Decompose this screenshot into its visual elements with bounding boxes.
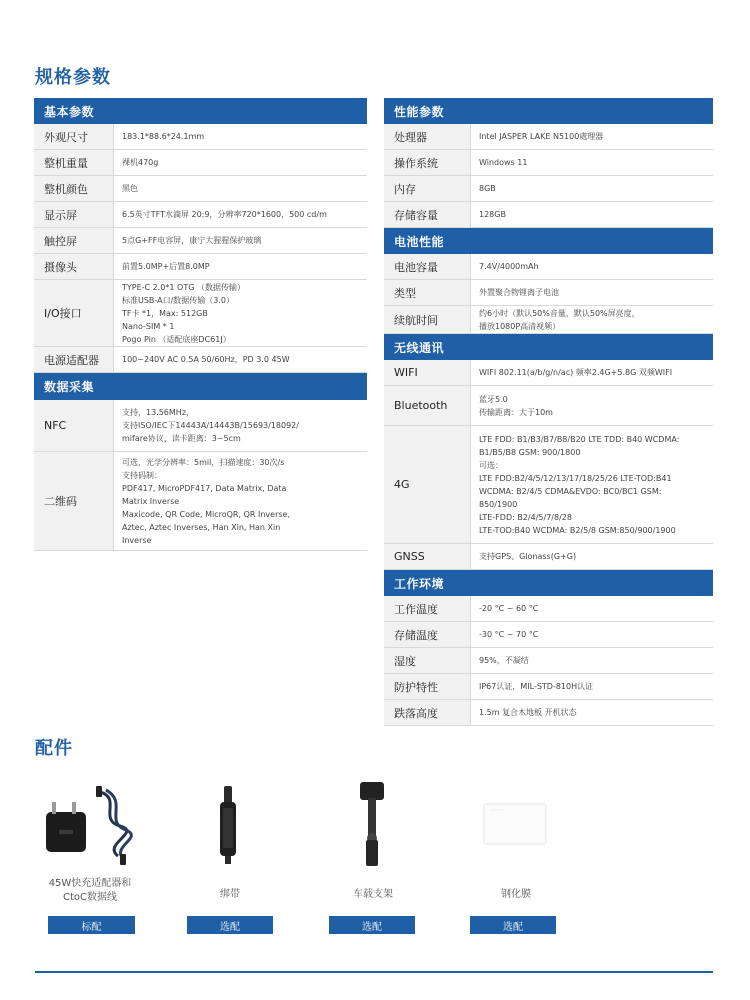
spec-label: Bluetooth (384, 386, 471, 425)
spec-value (471, 280, 713, 305)
spec-value-line: WIFI 802.11(a/b/g/n/ac) 频率2.4G+5.8G 双频WIFI (479, 368, 673, 377)
spec-row (384, 674, 713, 700)
spec-value-line: 95%，不凝结 (479, 656, 529, 665)
spec-value-line: 前置5.0MP+后置8.0MP (122, 262, 210, 271)
spec-value-line: 1.5m 复合木地板 开机状态 (479, 708, 577, 717)
spec-label: 二维码 (34, 452, 114, 550)
spec-value-line: LTE-TOD:B40 WCDMA: B2/5/8 GSM:850/900/1900 (479, 525, 676, 535)
spec-value (471, 254, 713, 279)
spec-row (34, 452, 367, 551)
spec-value-line: 黑色 (122, 184, 138, 193)
spec-value (471, 176, 713, 201)
spec-label: I/O接口 (34, 280, 114, 346)
spec-row (384, 700, 713, 726)
spec-row (384, 386, 713, 426)
section-header: 工作环境 (384, 570, 713, 596)
spec-value (471, 150, 713, 175)
spec-value (114, 228, 367, 253)
spec-value-line: Inverse (122, 535, 152, 545)
accessory-name: 钢化膜 (501, 889, 531, 900)
spec-value-line: Matrix Inverse (122, 496, 180, 506)
accessories-list (0, 780, 750, 940)
spec-value-line: B1/B5/B8 GSM: 900/1800 (479, 447, 581, 457)
spec-column-left (34, 98, 367, 551)
spec-label: 整机颜色 (34, 176, 114, 201)
spec-row (34, 124, 367, 150)
spec-value (114, 124, 367, 149)
spec-value-line: 8GB (479, 184, 496, 193)
spec-value-line: Pogo Pin （适配底座DC61J） (122, 334, 231, 344)
spec-value (114, 347, 367, 372)
spec-label: 外观尺寸 (34, 124, 114, 149)
spec-row (384, 426, 713, 544)
spec-value (114, 150, 367, 175)
spec-value-line: 5点G+FF电容屏，康宁大猩猩保护玻璃 (122, 236, 262, 245)
spec-value-line: WCDMA: B2/4/5 CDMA&EVDO: BC0/BC1 GSM: (479, 486, 662, 496)
car-mount-icon (312, 780, 432, 870)
spec-row (384, 124, 713, 150)
spec-value-line: 支持GPS、Glonass(G+G) (479, 552, 577, 561)
spec-label: 触控屏 (34, 228, 114, 253)
spec-value (471, 306, 713, 333)
spec-label: 电源适配器 (34, 347, 114, 372)
spec-value-line: Maxicode, QR Code, MicroQR, QR Inverse, (122, 509, 290, 519)
spec-value-line: 6.5英寸TFT水滴屏 20:9，分辨率720*1600，500 cd/m (122, 210, 327, 219)
spec-value (471, 544, 713, 569)
spec-row (34, 400, 367, 452)
page-title: 规格参数 (35, 67, 111, 88)
spec-value (114, 176, 367, 201)
spec-label: 类型 (384, 280, 471, 305)
spec-label: 续航时间 (384, 306, 471, 333)
spec-value-line: TF卡 *1，Max: 512GB (122, 308, 208, 318)
spec-value-line: 裸机470g (122, 158, 159, 167)
section-header: 数据采集 (34, 373, 367, 400)
spec-value-line: -20 °C ~ 60 °C (479, 604, 539, 613)
spec-value-line: 可选： (479, 460, 503, 470)
spec-label: 工作温度 (384, 596, 471, 621)
spec-label: GNSS (384, 544, 471, 569)
optional-badge: 选配 (187, 916, 273, 934)
spec-value-line: 外置聚合物锂离子电池 (479, 288, 559, 297)
spec-value (471, 386, 713, 425)
spec-value-line: 支持ISO/IEC下14443A/14443B/15693/18092/ (122, 421, 299, 430)
spec-value (471, 596, 713, 621)
spec-value-line: 标准USB-A口/数据传输（3.0） (122, 295, 235, 305)
spec-value-line: 128GB (479, 210, 506, 219)
screen-protector-icon (454, 780, 574, 870)
spec-row (34, 150, 367, 176)
spec-value-line: 支持码制： (122, 470, 162, 480)
bottom-divider (35, 971, 713, 973)
spec-row (34, 202, 367, 228)
spec-row (384, 596, 713, 622)
spec-value-line: 支持，13.56MHz， (122, 408, 195, 417)
spec-row (384, 622, 713, 648)
spec-label: 存储温度 (384, 622, 471, 647)
spec-row (34, 347, 367, 373)
spec-value (114, 400, 367, 451)
accessory-name: 绑带 (220, 889, 240, 900)
spec-value-line: 播放1080P高清视频） (479, 321, 561, 331)
spec-row (384, 150, 713, 176)
spec-value (471, 124, 713, 149)
spec-row (384, 648, 713, 674)
spec-value-line: 约6小时（默认50%音量，默认50%屏亮度， (479, 308, 640, 318)
spec-value-line: 可选，光学分辨率：5mil，扫描速度：30次/s (122, 457, 285, 467)
spec-value (114, 452, 367, 550)
spec-value-line: PDF417, MicroPDF417, Data Matrix, Data (122, 483, 287, 493)
spec-value (471, 674, 713, 699)
spec-value-line: 传输距离：大于10m (479, 407, 553, 417)
spec-value (114, 254, 367, 279)
spec-label: 处理器 (384, 124, 471, 149)
optional-badge: 选配 (470, 916, 556, 934)
spec-label: 湿度 (384, 648, 471, 673)
spec-row (384, 176, 713, 202)
spec-value (114, 280, 367, 346)
spec-value-line: Windows 11 (479, 158, 528, 167)
standard-badge: 标配 (48, 916, 135, 934)
spec-value-line: LTE FDD: B1/B3/B7/B8/B20 LTE TDD: B40 WCDMA: (479, 434, 680, 444)
spec-row (34, 280, 367, 347)
spec-value (471, 648, 713, 673)
spec-label: 4G (384, 426, 471, 543)
spec-value-line: 7.4V/4000mAh (479, 262, 539, 271)
spec-label: 摄像头 (34, 254, 114, 279)
spec-value-line: LTE FDD:B2/4/5/12/13/17/18/25/26 LTE-TOD:B41 (479, 473, 672, 483)
spec-value-line: 蓝牙5.0 (479, 394, 508, 404)
spec-label: 整机重量 (34, 150, 114, 175)
spec-value-line: 100~240V AC 0.5A 50/60Hz，PD 3.0 45W (122, 355, 290, 364)
spec-column-right (384, 98, 713, 726)
spec-value-line: LTE-FDD: B2/4/5/7/8/28 (479, 512, 572, 522)
spec-value-line: Intel JASPER LAKE N5100處理器 (479, 132, 604, 141)
section-header: 基本参数 (34, 98, 367, 124)
spec-value-line: mifare协议，读卡距离：3~5cm (122, 434, 241, 443)
section-header: 性能参数 (384, 98, 713, 124)
section-header: 无线通讯 (384, 334, 713, 360)
optional-badge: 选配 (329, 916, 415, 934)
spec-row (384, 280, 713, 306)
spec-value (114, 202, 367, 227)
spec-row (384, 544, 713, 570)
spec-row (34, 228, 367, 254)
spec-label: 跌落高度 (384, 700, 471, 725)
spec-value-line: 850/1900 (479, 499, 518, 509)
spec-row (384, 202, 713, 228)
accessories-title: 配件 (35, 738, 73, 759)
spec-value (471, 622, 713, 647)
spec-row (34, 254, 367, 280)
section-header: 电池性能 (384, 228, 713, 254)
strap-icon (168, 780, 288, 870)
spec-value-line: Nano-SIM * 1 (122, 321, 175, 331)
spec-label: 操作系统 (384, 150, 471, 175)
spec-row (384, 254, 713, 280)
spec-label: 电池容量 (384, 254, 471, 279)
spec-row (34, 176, 367, 202)
spec-value (471, 426, 713, 543)
spec-value-line: -30 °C ~ 70 °C (479, 630, 539, 639)
spec-value-line: 183.1*88.6*24.1mm (122, 132, 205, 141)
spec-value-line: TYPE-C 2.0*1 OTG （数据传输） (122, 282, 245, 292)
spec-label: NFC (34, 400, 114, 451)
spec-value (471, 700, 713, 725)
spec-value-line: Aztec, Aztec Inverses, Han Xin, Han Xin (122, 522, 281, 532)
spec-label: 内存 (384, 176, 471, 201)
spec-row (384, 306, 713, 334)
spec-label: WIFI (384, 360, 471, 385)
accessory-name: 45W快充适配器和 CtoC数据线 (48, 878, 132, 903)
accessory-name: 车载支架 (353, 889, 393, 900)
spec-label: 防护特性 (384, 674, 471, 699)
charger-cable-icon (30, 780, 150, 870)
spec-value (471, 202, 713, 227)
spec-row (384, 360, 713, 386)
spec-label: 显示屏 (34, 202, 114, 227)
spec-label: 存储容量 (384, 202, 471, 227)
spec-value (471, 360, 713, 385)
spec-value-line: IP67认证，MIL-STD-810H认证 (479, 682, 594, 691)
